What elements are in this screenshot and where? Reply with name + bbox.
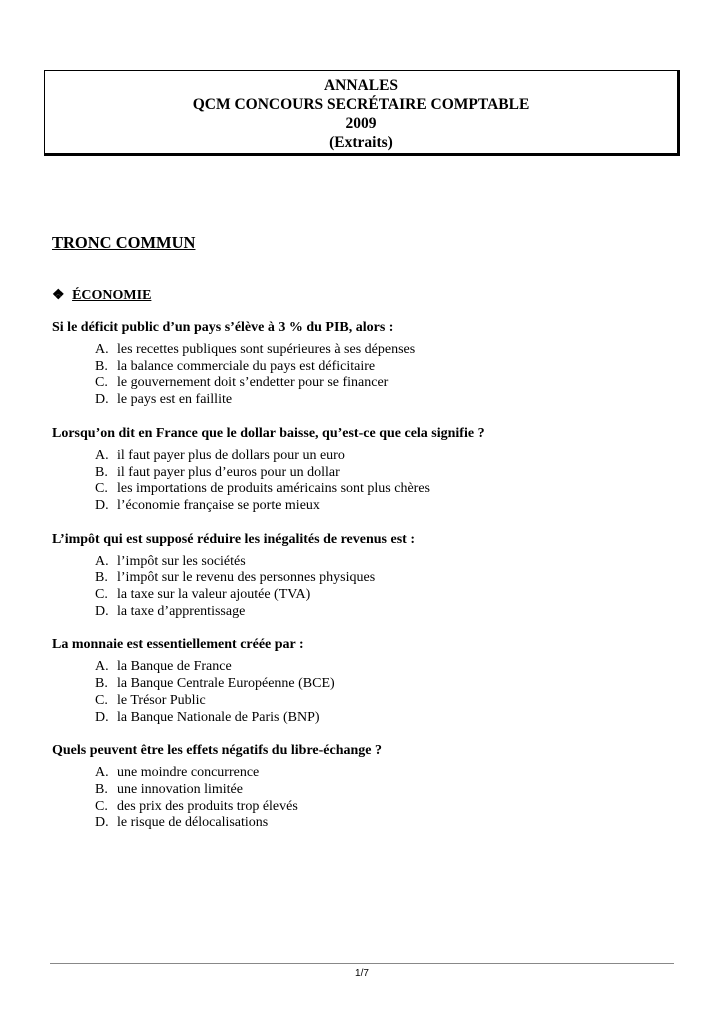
- option-letter: D.: [95, 392, 109, 408]
- option-text: des prix des produits trop élevés: [117, 798, 298, 814]
- option-letter: A.: [95, 553, 109, 569]
- option-letter: B.: [95, 464, 108, 480]
- question-3: [52, 530, 672, 621]
- answer-options: [52, 659, 672, 726]
- question-text: L’impôt qui est supposé réduire les inégalités de revenus est :: [52, 531, 415, 547]
- title-line-annales: ANNALES: [323, 77, 399, 94]
- option-text: les importations de produits américains sont plus chères: [117, 481, 430, 497]
- answer-option: [52, 392, 672, 409]
- answer-options: [52, 448, 672, 515]
- option-text: l’impôt sur le revenu des personnes physiques: [117, 570, 376, 586]
- answer-option: [52, 570, 672, 587]
- title-line-year: 2009: [345, 115, 377, 132]
- option-text: la Banque de France: [117, 659, 232, 675]
- question-text: Lorsqu’on dit en France que le dollar baisse, qu’est-ce que cela signifie ?: [52, 425, 485, 441]
- option-text: le Trésor Public: [117, 692, 206, 708]
- option-text: une innovation limitée: [117, 781, 243, 797]
- option-letter: A.: [95, 659, 109, 675]
- question-text: Si le déficit public d’un pays s’élève à 3 % du PIB, alors :: [52, 320, 394, 335]
- answer-option: [52, 799, 672, 816]
- option-letter: B.: [95, 781, 108, 797]
- answer-option: [52, 465, 672, 482]
- option-text: le pays est en faillite: [117, 392, 233, 408]
- question-list: [52, 318, 672, 847]
- answer-option: [52, 676, 672, 693]
- option-letter: D.: [95, 709, 109, 725]
- subsection-heading: [52, 287, 151, 304]
- question-1: [52, 318, 672, 409]
- option-text: le gouvernement doit s’endetter pour se financer: [117, 375, 389, 391]
- subsection-title: ÉCONOMIE: [72, 288, 152, 303]
- answer-options: [52, 342, 672, 409]
- option-text: il faut payer plus d’euros pour un dollar: [117, 464, 340, 480]
- option-letter: B.: [95, 676, 108, 692]
- answer-option: [52, 359, 672, 376]
- section-title: TRONC COMMUN: [52, 233, 196, 252]
- option-text: le risque de délocalisations: [117, 815, 269, 831]
- option-letter: D.: [95, 815, 109, 831]
- answer-option: [52, 448, 672, 465]
- title-box: [44, 70, 680, 156]
- diamond-bullet-icon: ❖: [52, 288, 65, 303]
- title-line-extraits: (Extraits): [329, 134, 393, 151]
- answer-option: [52, 604, 672, 621]
- answer-option: [52, 710, 672, 727]
- page-number: 1/7: [355, 968, 369, 979]
- option-text: la balance commerciale du pays est déficitaire: [117, 358, 376, 374]
- question-4: [52, 635, 672, 726]
- option-text: la taxe d’apprentissage: [117, 603, 246, 619]
- answer-option: [52, 765, 672, 782]
- option-text: l’économie française se porte mieux: [117, 497, 320, 513]
- answer-option: [52, 587, 672, 604]
- title-line-exam: QCM CONCOURS SECRÉTAIRE COMPTABLE: [192, 96, 530, 113]
- answer-option: [52, 782, 672, 799]
- answer-option: [52, 693, 672, 710]
- answer-options: [52, 765, 672, 832]
- option-letter: A.: [95, 342, 109, 357]
- option-letter: C.: [95, 798, 108, 814]
- answer-option: [52, 481, 672, 498]
- answer-option: [52, 342, 672, 359]
- question-text: Quels peuvent être les effets négatifs du libre-échange ?: [52, 743, 382, 759]
- option-text: il faut payer plus de dollars pour un euro: [117, 447, 345, 463]
- option-text: la taxe sur la valeur ajoutée (TVA): [117, 587, 311, 603]
- option-text: les recettes publiques sont supérieures à ses dépenses: [117, 342, 416, 357]
- answer-option: [52, 815, 672, 832]
- option-text: la Banque Nationale de Paris (BNP): [117, 709, 320, 725]
- answer-options: [52, 554, 672, 621]
- option-text: l’impôt sur les sociétés: [117, 553, 246, 569]
- option-letter: D.: [95, 603, 109, 619]
- answer-option: [52, 498, 672, 515]
- answer-option: [52, 554, 672, 571]
- option-text: une moindre concurrence: [117, 765, 260, 781]
- question-2: [52, 424, 672, 515]
- footer-divider: [50, 963, 674, 964]
- option-letter: A.: [95, 447, 109, 463]
- question-text: La monnaie est essentiellement créée par :: [52, 637, 304, 653]
- option-letter: C.: [95, 587, 108, 603]
- question-5: [52, 741, 672, 832]
- option-letter: A.: [95, 765, 109, 781]
- option-letter: C.: [95, 375, 108, 391]
- answer-option: [52, 659, 672, 676]
- option-letter: B.: [95, 358, 108, 374]
- option-letter: C.: [95, 481, 108, 497]
- answer-option: [52, 375, 672, 392]
- option-text: la Banque Centrale Européenne (BCE): [117, 676, 335, 692]
- option-letter: B.: [95, 570, 108, 586]
- option-letter: D.: [95, 497, 109, 513]
- option-letter: C.: [95, 692, 108, 708]
